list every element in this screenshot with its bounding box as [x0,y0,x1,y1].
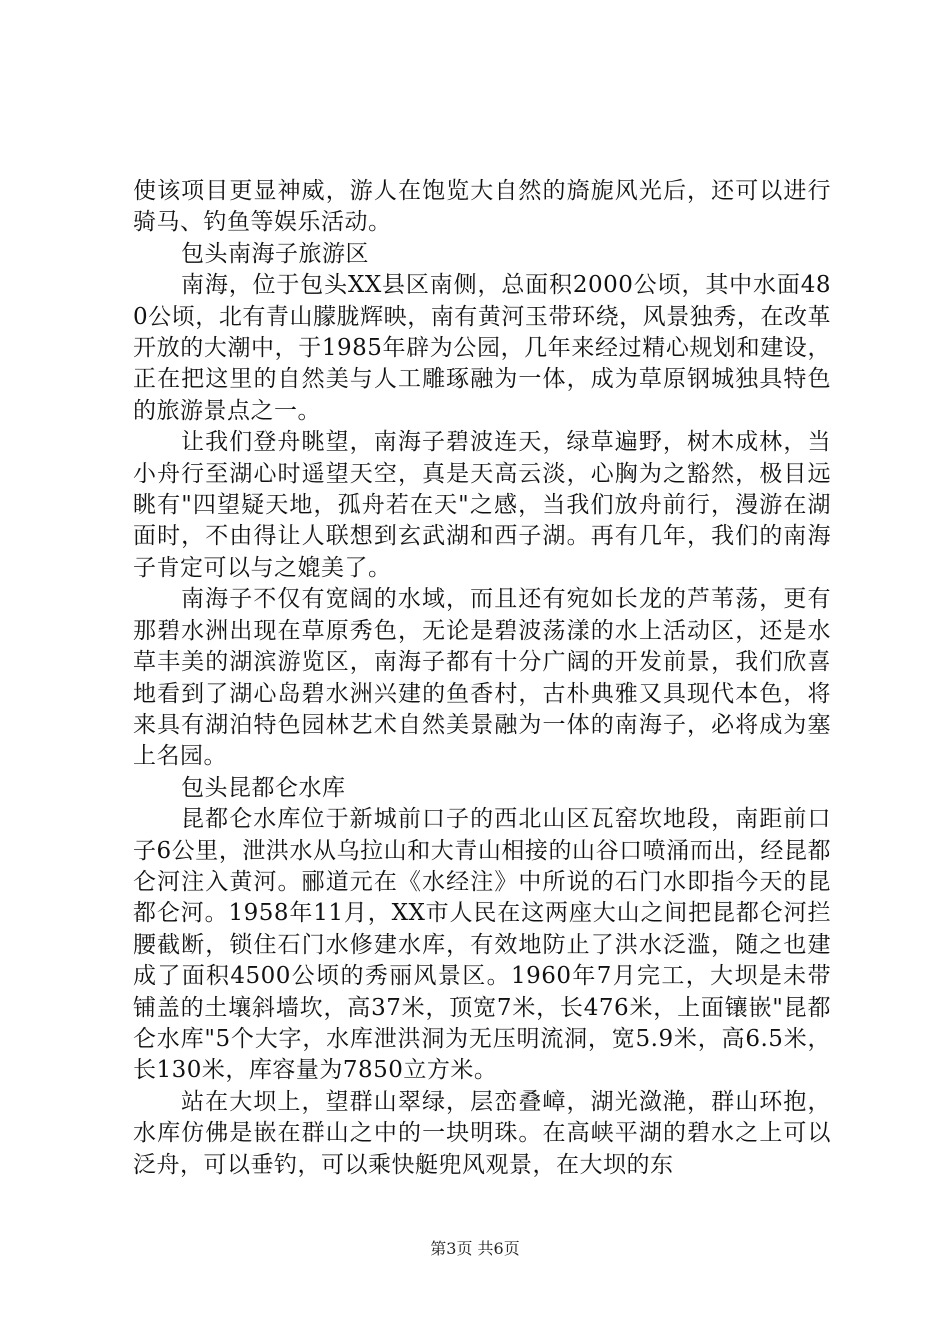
paragraph-3: 让我们登舟眺望，南海子碧波连天，绿草遍野，树木成林，当小舟行至湖心时遥望天空，真是天高云淡，心胸为之豁然，极目远眺有"四望疑天地，孤舟若在天"之感，当我们放舟前行，漫游在湖面时，不由得让人联想到玄武湖和西子湖。再有几年，我们的南海子肯定可以与之媲美了。 [133,429,831,581]
paragraph-2: 南海，位于包头XX县区南侧，总面积2000公顷，其中水面480公顷，北有青山朦胧辉映，南有黄河玉带环绕，风景独秀，在改革开放的大潮中，于1985年辟为公园，几年来经过精心规划和建设，正在把这里的自然美与人工雕琢融为一体，成为草原钢城独具特色的旅游景点之一。 [133,272,831,424]
paragraph-5: 昆都仑水库位于新城前口子的西北山区瓦窑坎地段，南距前口子6公里，泄洪水从乌拉山和大青山相接的山谷口喷涌而出，经昆都仑河注入黄河。郦道元在《水经注》中所说的石门水即指今天的昆都仑河。1958年11月，XX市人民在这两座大山之间把昆都仑河拦腰截断，锁住石门水修建水库，有效地防止了洪水泛滥，随之也建成了面积4500公顷的秀丽风景区。1960年7月完工，大坝是未带铺盖的土壤斜墙坎，高37米，顶宽7米，长476米，上面镶嵌"昆都仑水库"5个大字，水库泄洪洞为无压明流洞，宽5.9米，高6.5米，长130米，库容量为7850立方米。 [133,806,831,1084]
page-number-footer: 第3页 共6页 [430,1239,520,1258]
paragraph-1: 使该项目更显神威，游人在饱览大自然的旖旎风光后，还可以进行骑马、钓鱼等娱乐活动。 [133,178,831,236]
paragraph-4: 南海子不仅有宽阔的水域，而且还有宛如长龙的芦苇荡，更有那碧水洲出现在草原秀色，无论是碧波荡漾的水上活动区，还是水草丰美的湖滨游览区，南海子都有十分广阔的开发前景，我们欣喜地看到了湖心岛碧水洲兴建的鱼香村，古朴典雅又具现代本色，将来具有湖泊特色园林艺术自然美景融为一体的南海子，必将成为塞上名园。 [133,586,831,770]
document-body [133,176,831,1181]
section-heading-kundulun: 包头昆都仑水库 [181,774,346,801]
section-heading-nanhaizi: 包头南海子旅游区 [181,240,369,267]
paragraph-6: 站在大坝上，望群山翠绿，层峦叠嶂，湖光潋滟，群山环抱，水库仿佛是嵌在群山之中的一块明珠。在高峡平湖的碧水之上可以泛舟，可以垂钓，可以乘快艇兜风观景，在大坝的东 [133,1088,831,1178]
